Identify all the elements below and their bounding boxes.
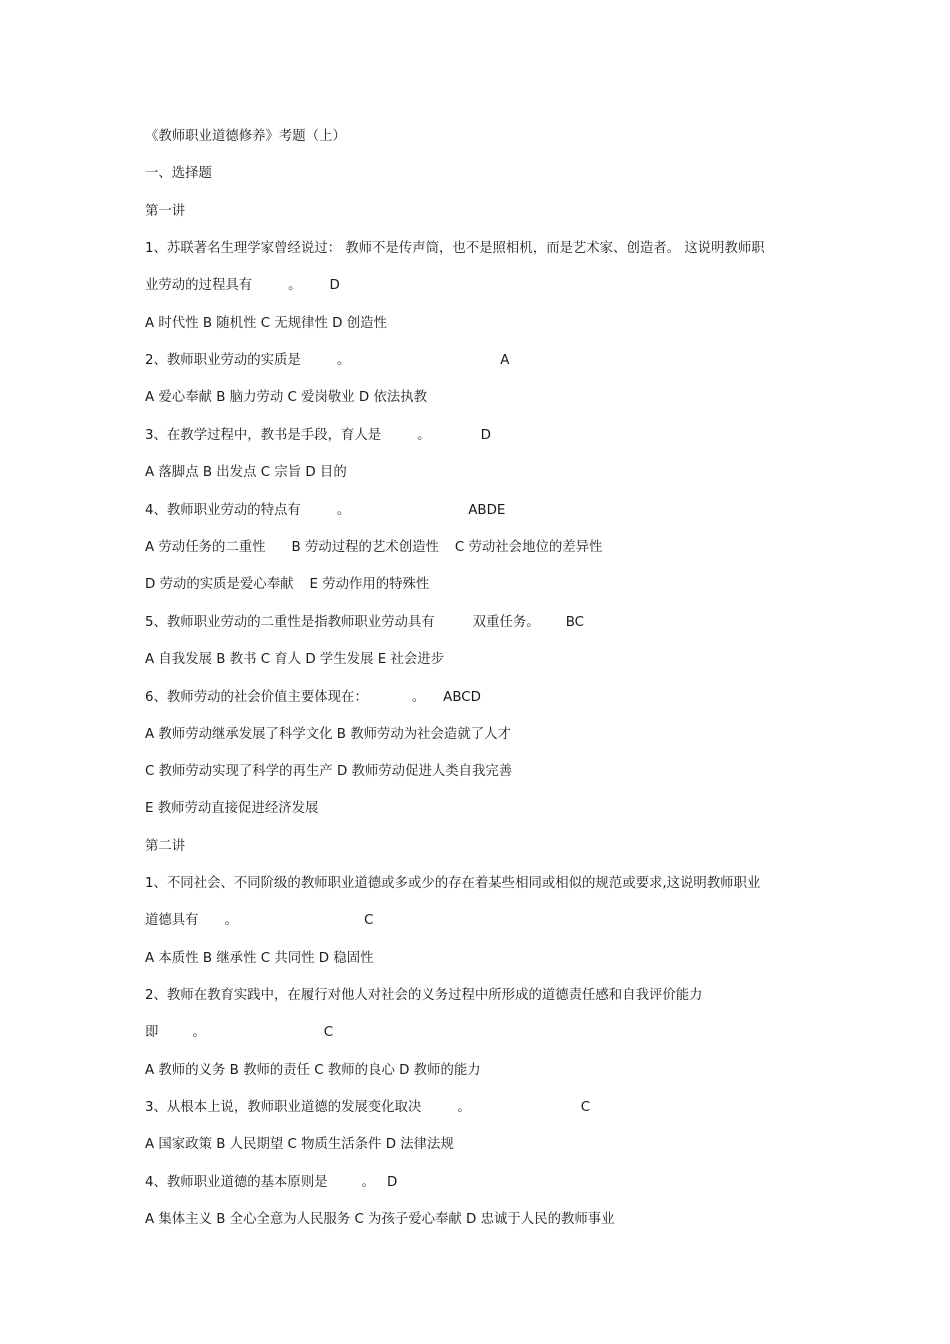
option: E 劳动作用的特殊性 (309, 577, 430, 592)
question-text-part: 道德具有 (145, 913, 199, 928)
option: D 劳动的实质是爱心奉献 (145, 577, 294, 592)
options-line: A 时代性 B 随机性 C 无规律性 D 创造性 (145, 316, 387, 331)
question-text-part: 5、教师职业劳动的二重性是指教师职业劳动具有 (145, 615, 435, 630)
blank-mark: 。 (224, 913, 238, 928)
question-text (145, 427, 820, 445)
options-line (145, 539, 820, 557)
question-text (145, 1174, 820, 1192)
options-line: C 教师劳动实现了科学的再生产 D 教师劳动促进人类自我完善 (145, 764, 513, 779)
answer-key: C (323, 1025, 334, 1040)
blank-mark: 。 (411, 690, 426, 705)
question-text (145, 912, 820, 930)
options-line: E 教师劳动直接促进经济发展 (145, 801, 319, 816)
lecture-heading: 第二讲 (145, 839, 186, 854)
option: B 劳动过程的艺术创造性 (291, 540, 439, 555)
options-line: A 教师劳动继承发展了科学文化 B 教师劳动为社会造就了人才 (145, 727, 511, 742)
option: A 劳动任务的二重性 (145, 540, 266, 555)
blank-mark: 。 (336, 503, 351, 518)
answer-key: D (480, 428, 491, 443)
question-text-part: 6、教师劳动的社会价值主要体现在： (145, 690, 368, 705)
question-text: 2、教师在教育实践中，在履行对他人对社会的义务过程中所形成的道德责任感和自我评价能力 (145, 988, 703, 1003)
question-text-part: 即 (145, 1025, 159, 1040)
blank-mark: 。 (288, 278, 302, 293)
question-text (145, 277, 820, 295)
answer-key: A (500, 353, 510, 368)
answer-key: C (363, 913, 374, 928)
options-line: A 本质性 B 继承性 C 共同性 D 稳固性 (145, 951, 374, 966)
answer-key: ABDE (468, 503, 506, 518)
options-line: A 爱心奉献 B 脑力劳动 C 爱岗敬业 D 依法执教 (145, 390, 428, 405)
option: C 劳动社会地位的差异性 (454, 540, 603, 555)
question-text-part: 4、教师职业劳动的特点有 (145, 503, 301, 518)
question-text-part: 2、教师职业劳动的实质是 (145, 353, 301, 368)
blank-mark: 。 (457, 1100, 471, 1115)
blank-mark: 。 (192, 1025, 206, 1040)
question-text (145, 1099, 820, 1117)
section-heading: 一、选择题 (145, 166, 212, 181)
question-text-part: 3、从根本上说，教师职业道德的发展变化取决 (145, 1100, 422, 1115)
answer-key: ABCD (443, 690, 481, 705)
options-line: A 集体主义 B 全心全意为人民服务 C 为孩子爱心奉献 D 忠诚于人民的教师事业 (145, 1212, 615, 1227)
blank-mark: 。 (361, 1175, 375, 1190)
question-text-part: 双重任务。 (472, 615, 540, 630)
question-text-part: 业劳动的过程具有 (145, 278, 253, 293)
question-text (145, 352, 820, 370)
options-line: A 落脚点 B 出发点 C 宗旨 D 目的 (145, 465, 347, 480)
question-text: 1、不同社会、不同阶级的教师职业道德或多或少的存在着某些相同或相似的规范或要求,这说明教师职业 (145, 876, 761, 891)
options-line: A 自我发展 B 教书 C 育人 D 学生发展 E 社会进步 (145, 652, 445, 667)
question-text (145, 1024, 820, 1042)
answer-key: D (329, 278, 340, 293)
lecture-heading: 第一讲 (145, 204, 186, 219)
question-text (145, 689, 820, 707)
document-title: 《教师职业道德修养》考题（上） (145, 129, 346, 144)
question-text-part: 4、教师职业道德的基本原则是 (145, 1175, 328, 1190)
question-text-part: 3、在教学过程中，教书是手段，育人是 (145, 428, 382, 443)
blank-mark: 。 (417, 428, 431, 443)
question-text: 1、苏联著名生理学家曾经说过： 教师不是传声筒，也不是照相机，而是艺术家、创造者。 这说明教师职 (145, 241, 765, 256)
answer-key: C (580, 1100, 591, 1115)
options-line: A 教师的义务 B 教师的责任 C 教师的良心 D 教师的能力 (145, 1063, 481, 1078)
answer-key: D (387, 1175, 398, 1190)
options-line (145, 576, 820, 594)
answer-key: BC (565, 615, 584, 630)
blank-mark: 。 (336, 353, 351, 368)
question-text (145, 502, 820, 520)
options-line: A 国家政策 B 人民期望 C 物质生活条件 D 法律法规 (145, 1137, 454, 1152)
question-text (145, 614, 820, 632)
